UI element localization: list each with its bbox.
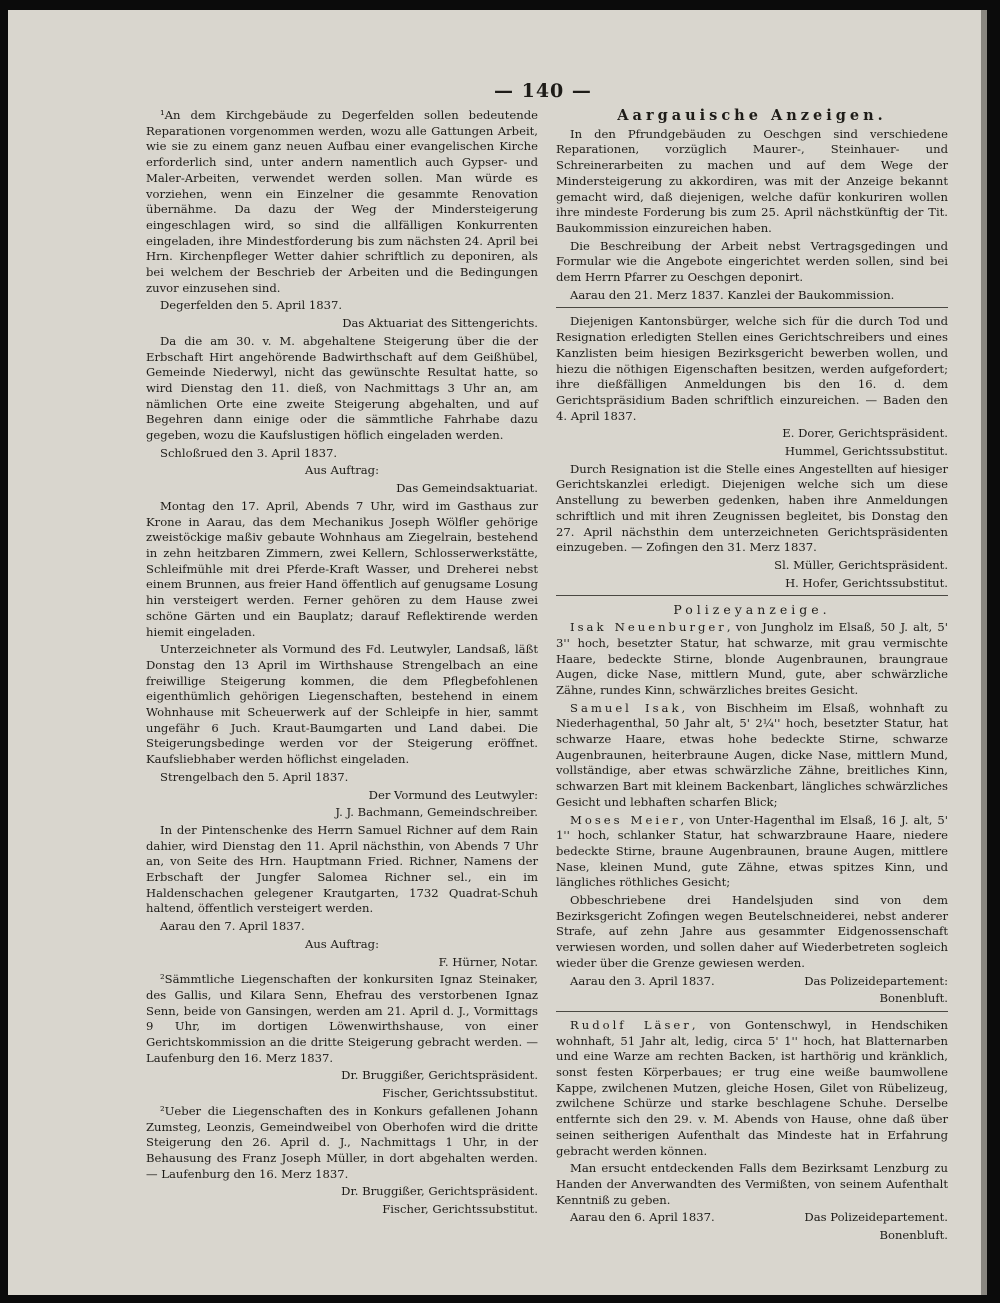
description-neuenburger <box>556 620 948 699</box>
dateline-text: Aarau den 6. April 1837. <box>570 1210 715 1225</box>
signature: Fischer, Gerichtssubstitut. <box>382 1202 538 1217</box>
person-name: Isak Neuenburger <box>570 620 727 635</box>
notice-zofingen: Durch Resignation ist die Stelle eines Angestellten auf hiesiger Gerichtskanzlei erledigt. Diejenigen welche sich um diese Anstellung zu bewerben gedenken, haben ihre Anmeldungen schriftlich und mit ihren Zeugnissen begleitet, bis Donstag den 27. April nächsthin dem unterzeichneten Gerichtspräsidenten einzugeben. — Zofingen den 31. Merz 1837. <box>556 461 948 555</box>
description-text: , von Gontenschwyl, in Hendschiken wohnhaft, 51 Jahr alt, ledig, circa 5' 1'' hoch, hat Blatternarben und eine Warze am rechten Backen, ist harthörig und kränklich, sonst festen Körperbaues; er trug eine weiße baumwollene Kappe, zwilchenen Mutzen, gleiche Hosen, Gilet von Rübelizeug, zwilchene Schürze und starke beschlagene Schuhe. Derselbe entfernte sich den 29. v. M. Abends von Hause, ohne daß über seinen seitherigen Aufenthalt das Mindeste hat in Erfahrung gebracht werden können. <box>556 1017 949 1158</box>
description-text: , von Bischheim im Elsaß, wohnhaft zu Niederhagenthal, 50 Jahr alt, 5' 2¼'' hoch, besetzter Statur, hat schwarze Haare, etwas hohe bedeckte Stirne, schwarze Augenbraunen, heiterbraune Augen, dicke Nase, mittlern Mund, vollständige, aber etwas schwärzliche Zähne, breitliches Kinn, schwarzen Bart mit kleinem Backenbart, längliches schwärzliches Gesicht und lebhaften scharfen Blick; <box>556 700 948 809</box>
notice-request: Man ersucht entdeckenden Falls dem Bezirksamt Lenzburg zu Handen der Anverwandten des Vermißten, von seinem Aufenthalt Kenntniß zu geben. <box>556 1161 948 1207</box>
dateline: Aarau den 21. Merz 1837. Kanzlei der Baukommission. <box>570 287 895 302</box>
signature: H. Hofer, Gerichtssubstitut. <box>785 575 948 590</box>
dateline: Degerfelden den 5. April 1837. <box>160 298 343 313</box>
notice-zumsteg: ²Ueber die Liegenschaften des in Konkurs gefallenen Johann Zumsteg, Leonzis, Gemeindweibel von Oberhofen wird die dritte Steigerung den 26. April d. J., Nachmittags 1 Uhr, in der Behausung des Franz Joseph Müller, in dort abgehalten werden. — Laufenburg den 16. Merz 1837. <box>146 1103 538 1181</box>
signature: Das Polizeidepartement. <box>804 1210 948 1225</box>
notice-baden: Diejenigen Kantonsbürger, welche sich für die durch Tod und Resignation erledigten Stellen eines Gerichtschreibers und eines Kanzlisten beim hiesigen Bezirksgericht bewerben wollen, und hiezu die nöthigen Eigenschaften besitzen, werden aufgefordert; ihre dießfälligen Anmeldungen bis den 16. d. dem Gerichtspräsidium Baden schriftlich einzureichen. — Baden den 4. April 1837. <box>556 314 948 423</box>
signature: Dr. Bruggißer, Gerichtspräsident. <box>341 1068 538 1083</box>
dateline-text: Aarau den 3. April 1837. <box>570 973 715 988</box>
signature: F. Hürner, Notar. <box>438 954 538 969</box>
notice-aarau-krone: Montag den 17. April, Abends 7 Uhr, wird im Gasthaus zur Krone in Aarau, das dem Mechanikus Joseph Wölfler gehörige zweistöckige maßiv gebaute Wohnhaus am Ziegelrain, bestehend in zehn heitzbaren Zimmern, zwei Kellern, Schlosserwerkstätte, Schleifmühle mit drei Pferde-Kraft Wasser, und Dreherei nebst einem Brunnen, aus freier Hand öffentlich auf genugsame Losung hin versteigert werden. Ferner gehören zu dem Hause zwei schöne Gärten und ein Bauplatz; darauf Reflektirende werden hiemit eingeladen. <box>146 498 538 639</box>
divider <box>556 1011 948 1012</box>
person-name: Moses Meier <box>570 812 681 827</box>
notice-degerfelden: ¹An dem Kirchgebäude zu Degerfelden sollen bedeutende Reparationen vorgenommen werden, wozu alle Gattungen Arbeit, wie sie zu einem ganz neuen Aufbau einer evangelischen Kirche erforderlich sind, unter andern namentlich auch Gypser- und Maler-Arbeiten, verwendet werden sollen. Man würde es vorziehen, wenn ein Einzelner die gesammte Renovation übernähme. Da dazu der Weg der Mindersteigerung eingeschlagen wird, so sind die allfälligen Konkurrenten eingeladen, ihre Mindestforderung bis zum nächsten 24. April bei Hrn. Kirchenpfleger Wetter dahier schriftlich zu deponiren, als bei welchem der Beschrieb der Arbeiten und die Bedingungen zuvor einzusehen sind. <box>146 108 538 295</box>
description-meier <box>556 813 948 892</box>
signature: Bonenbluft. <box>879 1228 948 1243</box>
newspaper-page <box>8 10 987 1295</box>
signature: Fischer, Gerichtssubstitut. <box>382 1086 538 1101</box>
right-column <box>556 108 948 1246</box>
divider <box>556 307 948 308</box>
signature: J. J. Bachmann, Gemeindschreiber. <box>335 805 538 820</box>
notice-pintenschenke: In der Pintenschenke des Herrn Samuel Richner auf dem Rain dahier, wird Dienstag den 11. April nächsthin, von Abends 7 Uhr an, von Seite des Hrn. Hauptmann Fried. Richner, Namens der Erbschaft der Jungfer Salomea Richner sel., ein im Haldenschachen gelegener Krautgarten, 1732 Quadrat-Schuh haltend, öffentlich versteigert werden. <box>146 822 538 916</box>
notice-oeschgen: In den Pfrundgebäuden zu Oeschgen sind verschiedene Reparationen, vorzüglich Maurer-, Steinhauer- und Schreinerarbeiten zu machen und auf dem Wege der Mindersteigerung zu akkordiren, was mit der Anzeige bekannt gemacht wird, daß diejenigen, welche dafür konkuriren wollen ihre mindeste Forderung bis zum 25. April nächstkünftig der Tit. Baukommission einzureichen haben. <box>556 126 948 235</box>
notice-strengelbach: Unterzeichneter als Vormund des Fd. Leutwyler, Landsaß, läßt Donstag den 13 April im Wirthshause Strengelbach an eine freiwillige Steigerung kommen, die dem Pflegbefohlenen eigenthümlich gehörigen Liegenschaften, bestehend in einem Wohnhause mit Scheuerwerk auf der Schleipfe in hier, sammt ungefähr 6 Juch. Kraut-Baumgarten und Land dabei. Die Steigerungsbedinge werden vor der Steigerung eröffnet. Kaufsliebhaber werden höflichst eingeladen. <box>146 642 538 767</box>
signature: Das Gemeindsaktuariat. <box>396 481 538 496</box>
person-name: Samuel Isak <box>570 700 682 715</box>
signature: Der Vormund des Leutwyler: <box>368 787 538 802</box>
notice-schlossrued: Da die am 30. v. M. abgehaltene Steigerung über die der Erbschaft Hirt angehörende Badwirthschaft auf dem Geißhübel, Gemeinde Niederwyl, nicht das gewünschte Resultat hatte, so wird Dienstag den 11. dieß, von Nachmittags 3 Uhr an, am nämlichen Orte eine zweite Steigerung abgehalten, und auf Begehren dann einige oder die sämmtliche Fahrhabe dazu gegeben, wozu die Kaufslustigen höflich eingeladen werden. <box>146 333 538 443</box>
description-text: , von Jungholz im Elsaß, 50 J. alt, 5' 3'' hoch, besetzter Statur, hat schwarze, mit grau vermischte Haare, bedeckte Stirne, blonde Augenbraunen, braungraue Augen, dicke Nase, mittlern Mund, gute, aber schwärzliche Zähne, rundes Kinn, schwärzliches breites Gesicht. <box>556 620 948 697</box>
signature: Bonenbluft. <box>879 991 948 1006</box>
notice-gansingen: ²Sämmtliche Liegenschaften der konkursiten Ignaz Steinaker, des Gallis, und Kilara Senn, Ehefrau des verstorbenen Ignaz Senn, beide von Gansingen, werden am 21. April d. J., Vormittags 9 Uhr, im dortigen Löwenwirthshause, von einer Gerichtskommission an die dritte Steigerung gebracht werden. — Laufenburg den 16. Merz 1837. <box>146 972 538 1065</box>
signature: E. Dorer, Gerichtspräsident. <box>782 426 948 441</box>
description-isak <box>556 701 948 811</box>
notice-expulsion: Obbeschriebene drei Handelsjuden sind von dem Bezirksgericht Zofingen wegen Beutelschneiderei, nebst anderer Strafe, auf zehn Jahre aus gesammter Eidgenossenschaft verwiesen worden, und sollen daher auf Wiederbetreten sogleich wieder über die Grenze gewiesen werden. <box>556 893 948 970</box>
page-number: — 140 — <box>494 80 592 102</box>
dateline: Schloßrued den 3. April 1837. <box>160 445 338 460</box>
dateline: Strengelbach den 5. April 1837. <box>160 769 349 784</box>
signature: Aus Auftrag: <box>304 463 380 478</box>
dateline: Aarau den 7. April 1837. <box>160 919 305 934</box>
description-laeser <box>556 1018 948 1159</box>
divider <box>556 595 948 596</box>
section-title: Aargauische Anzeigen. <box>617 107 887 124</box>
police-notice-title: Polizeyanzeige. <box>673 602 831 618</box>
person-name: Rudolf Läser <box>570 1017 692 1032</box>
notice-oeschgen-2: Die Beschreibung der Arbeit nebst Vertragsgedingen und Formular wie die Angebote eingerichtet werden sollen, sind bei dem Herrn Pfarrer zu Oeschgen deponirt. <box>556 238 948 285</box>
dateline <box>556 974 948 990</box>
left-column <box>146 108 538 1220</box>
signature: Sl. Müller, Gerichtspräsident. <box>774 557 948 572</box>
description-text: , von Unter-Hagenthal im Elsaß, 16 J. alt, 5' 1'' hoch, schlanker Statur, hat schwarzbraune Haare, niedere bedeckte Stirne, braune Augenbraunen, braune Augen, mittlere Nase, kleinen Mund, gute Zähne, etwas spitzes Kinn, und längliches röthliches Gesicht; <box>556 812 948 890</box>
signature: Dr. Bruggißer, Gerichtspräsident. <box>341 1184 538 1199</box>
signature: Das Polizeidepartement: <box>804 973 948 988</box>
signature: Das Aktuariat des Sittengerichts. <box>342 316 538 331</box>
signature: Hummel, Gerichtssubstitut. <box>784 444 948 459</box>
dateline <box>556 1210 948 1226</box>
signature: Aus Auftrag: <box>304 936 380 951</box>
